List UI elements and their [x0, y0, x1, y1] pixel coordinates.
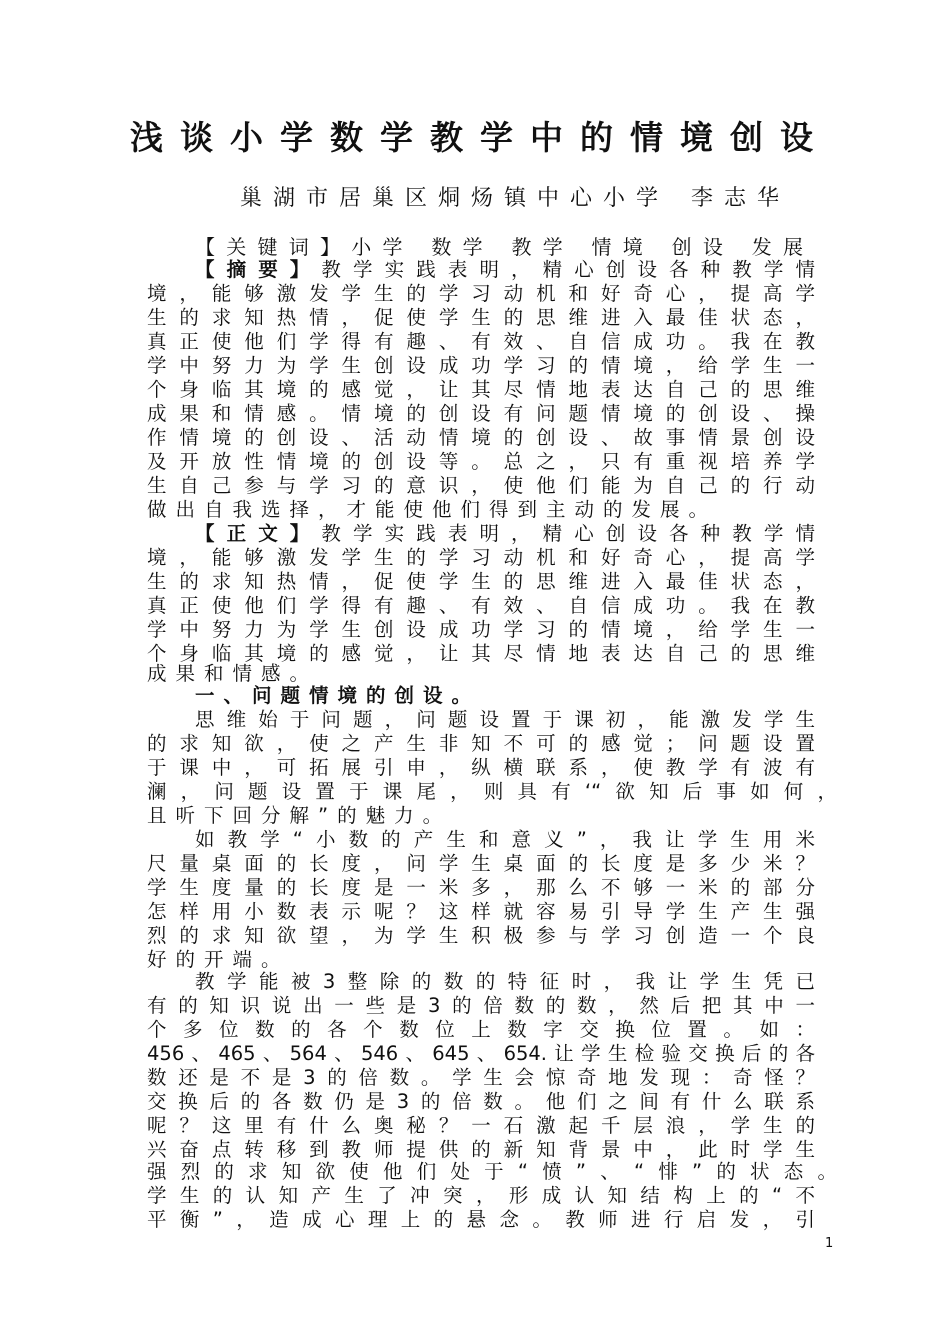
abstract-line: 做出自我选择，才能使他们得到主动的发展。: [147, 498, 718, 521]
paragraph-line: 尺量桌面的长度，问学生桌面的长度是多少米？: [147, 852, 815, 875]
paragraph-line: 教学能被3整除的数的特征时，我让学生凭已: [195, 970, 815, 993]
paragraph-line: 有的知识说出一些是3的倍数的数，然后把其中一: [147, 994, 815, 1017]
abstract-line: 个身临其境的感觉，让其尽情地表达自己的思维: [147, 378, 815, 401]
abstract-line: 真正使他们学得有趣、有效、自信成功。我在教: [147, 330, 815, 353]
body-line: 生的求知热情，促使学生的思维进入最佳状态，: [147, 570, 815, 593]
school-name: 巢湖市居巢区烔炀镇中心小学: [240, 186, 670, 211]
paragraph-line: 的求知欲，使之产生非知不可的感觉；问题设置: [147, 732, 815, 755]
body-line: 成果和情感。: [147, 662, 319, 685]
paragraph-line: 烈的求知欲望，为学生积极参与学习创造一个良: [147, 924, 815, 947]
paragraph-line: 怎样用小数表示呢？这样就容易引导学生产生强: [147, 900, 815, 923]
abstract-line: 作情境的创设、活动情境的创设、故事情景创设: [147, 426, 815, 449]
abstract-line: 学中努力为学生创设成功学习的情境，给学生一: [147, 354, 815, 377]
abstract-line: 成果和情感。情境的创设有问题情境的创设、操: [147, 402, 815, 425]
abstract-line: 【摘要】教学实践表明，精心创设各种教学情: [195, 258, 815, 281]
body-line: 真正使他们学得有趣、有效、自信成功。我在教: [147, 594, 815, 617]
abstract-line: 生的求知热情，促使学生的思维进入最佳状态，: [147, 306, 815, 329]
paragraph-line: 学生的认知产生了冲突，形成认知结构上的“不: [147, 1184, 815, 1207]
paragraph-line: 于课中，可拓展引申，纵横联系，使教学有波有: [147, 756, 815, 779]
paragraph-line: 好的开端。: [147, 948, 290, 971]
section-label: 【正文】: [195, 522, 322, 545]
author-name: 李志华: [691, 186, 791, 211]
keywords-line: 【关键词】小学 数学 教学 情境 创设 发展: [195, 235, 805, 259]
abstract-line: 及开放性情境的创设等。总之，只有重视培养学: [147, 450, 815, 473]
section-label: 【摘要】: [195, 258, 322, 281]
paragraph-line: 456、465、564、546、645、654.让学生检验交换后的各: [147, 1042, 815, 1065]
paragraph-line: 思维始于问题，问题设置于课初，能激发学生: [195, 708, 815, 731]
paragraph-line: 平衡”，造成心理上的悬念。教师进行启发，引: [147, 1208, 815, 1231]
body-line: 个身临其境的感觉，让其尽情地表达自己的思维: [147, 642, 815, 665]
body-line: 学中努力为学生创设成功学习的情境，给学生一: [147, 618, 815, 641]
page-number: 1: [825, 1236, 834, 1251]
byline: [240, 181, 790, 212]
abstract-line: 生自己参与学习的意识，使他们能为自己的行动: [147, 474, 815, 497]
paragraph-line: 数还是不是3的倍数。学生会惊奇地发现：奇怪？: [147, 1066, 815, 1089]
paragraph-line: 交换后的各数仍是3的倍数。他们之间有什么联系: [147, 1090, 815, 1113]
paragraph-line: 呢？这里有什么奥秘？一石激起千层浪，学生的: [147, 1114, 815, 1137]
body-line: 【正文】教学实践表明，精心创设各种教学情: [195, 522, 815, 545]
paragraph-line: 澜，问题设置于课尾，则具有‘“欲知后事如何，: [147, 780, 837, 803]
paragraph-line: 学生度量的长度是一米多，那么不够一米的部分: [147, 876, 815, 899]
paragraph-line: 强烈的求知欲使他们处于“愤”、“悱”的状态。: [147, 1160, 837, 1183]
paragraph-line: 兴奋点转移到教师提供的新知背景中，此时学生: [147, 1138, 815, 1161]
paragraph-line: 且听下回分解”的魅力。: [147, 804, 452, 827]
page-title: 浅谈小学数学教学中的情境创设: [130, 118, 830, 157]
abstract-line: 境，能够激发学生的学习动机和好奇心，提高学: [147, 282, 815, 305]
body-line: 境，能够激发学生的学习动机和好奇心，提高学: [147, 546, 815, 569]
paragraph-line: 个多位数的各个数位上数字交换位置。如：: [147, 1018, 815, 1041]
paragraph-line: 如教学“小数的产生和意义”，我让学生用米: [195, 828, 815, 851]
section-heading: 一、问题情境的创设。: [195, 684, 481, 707]
